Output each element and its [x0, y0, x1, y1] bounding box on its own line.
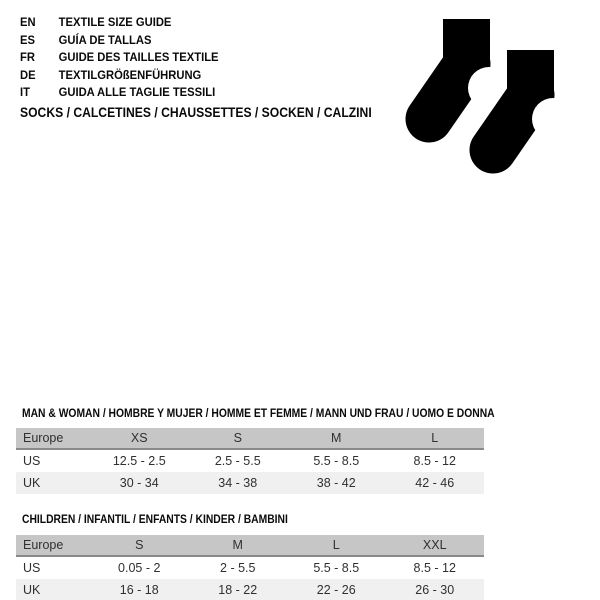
- language-row-it: [20, 84, 219, 102]
- language-row-en: [20, 14, 219, 32]
- size-table-man-woman: [16, 428, 484, 494]
- guide-title-en: TEXTILE SIZE GUIDE: [58, 15, 172, 29]
- size-range-cell: 38 - 42: [287, 472, 386, 494]
- size-range-cell: 8.5 - 12: [386, 556, 485, 579]
- column-header-region: Europe: [16, 535, 90, 556]
- column-header-l: L: [386, 428, 485, 449]
- size-range-cell: 18 - 22: [189, 579, 288, 600]
- size-range-cell: 30 - 34: [90, 472, 189, 494]
- category-title: SOCKS / CALCETINES / CHAUSSETTES / SOCKEN / CALZINI: [20, 105, 372, 120]
- language-row-fr: [20, 49, 219, 67]
- size-range-cell: 2 - 5.5: [189, 556, 288, 579]
- language-row-de: [20, 67, 219, 85]
- size-range-cell: 12.5 - 2.5: [90, 449, 189, 472]
- size-range-cell: 26 - 30: [386, 579, 485, 600]
- table-title-children: CHILDREN / INFANTIL / ENFANTS / KINDER / BAMBINI: [22, 512, 288, 526]
- language-code: EN: [20, 15, 36, 29]
- table-header-row: [16, 428, 484, 449]
- size-range-cell: 34 - 38: [189, 472, 288, 494]
- guide-title-it: GUIDA ALLE TAGLIE TESSILI: [58, 85, 216, 100]
- socks-icon: [400, 10, 580, 185]
- language-code: IT: [20, 85, 30, 100]
- language-code: ES: [20, 32, 35, 47]
- column-header-m: M: [287, 428, 386, 449]
- language-row-es: [20, 32, 219, 50]
- table-row-us: [16, 556, 484, 579]
- size-range-cell: 5.5 - 8.5: [287, 449, 386, 472]
- table-row-uk: [16, 579, 484, 600]
- column-header-s: S: [189, 428, 288, 449]
- size-range-cell: 8.5 - 12: [386, 449, 485, 472]
- column-header-xs: XS: [90, 428, 189, 449]
- language-code: DE: [20, 67, 36, 82]
- table-row-uk: [16, 472, 484, 494]
- column-header-region: Europe: [16, 428, 90, 449]
- table-row-us: [16, 449, 484, 472]
- sock-right: [493, 50, 574, 150]
- column-header-s: S: [90, 535, 189, 556]
- column-header-l: L: [287, 535, 386, 556]
- size-range-cell: 42 - 46: [386, 472, 485, 494]
- column-header-xxl: XXL: [386, 535, 485, 556]
- guide-title-de: TEXTILGRÖßENFÜHRUNG: [58, 67, 202, 82]
- region-cell: UK: [16, 579, 90, 600]
- guide-title-es: GUÍA DE TALLAS: [58, 32, 152, 47]
- region-cell: US: [16, 556, 90, 579]
- column-header-m: M: [189, 535, 288, 556]
- size-table-children: [16, 535, 484, 600]
- guide-title-fr: GUIDE DES TAILLES TEXTILE: [58, 50, 219, 65]
- size-range-cell: 22 - 26: [287, 579, 386, 600]
- language-list: [20, 14, 219, 102]
- table-title-man-woman: MAN & WOMAN / HOMBRE Y MUJER / HOMME ET FEMME / MANN UND FRAU / UOMO E DONNA: [22, 406, 495, 420]
- language-code: FR: [20, 50, 35, 65]
- region-cell: US: [16, 449, 90, 472]
- size-range-cell: 5.5 - 8.5: [287, 556, 386, 579]
- size-range-cell: 16 - 18: [90, 579, 189, 600]
- table-header-row: [16, 535, 484, 556]
- region-cell: UK: [16, 472, 90, 494]
- size-range-cell: 2.5 - 5.5: [189, 449, 288, 472]
- size-range-cell: 0.05 - 2: [90, 556, 189, 579]
